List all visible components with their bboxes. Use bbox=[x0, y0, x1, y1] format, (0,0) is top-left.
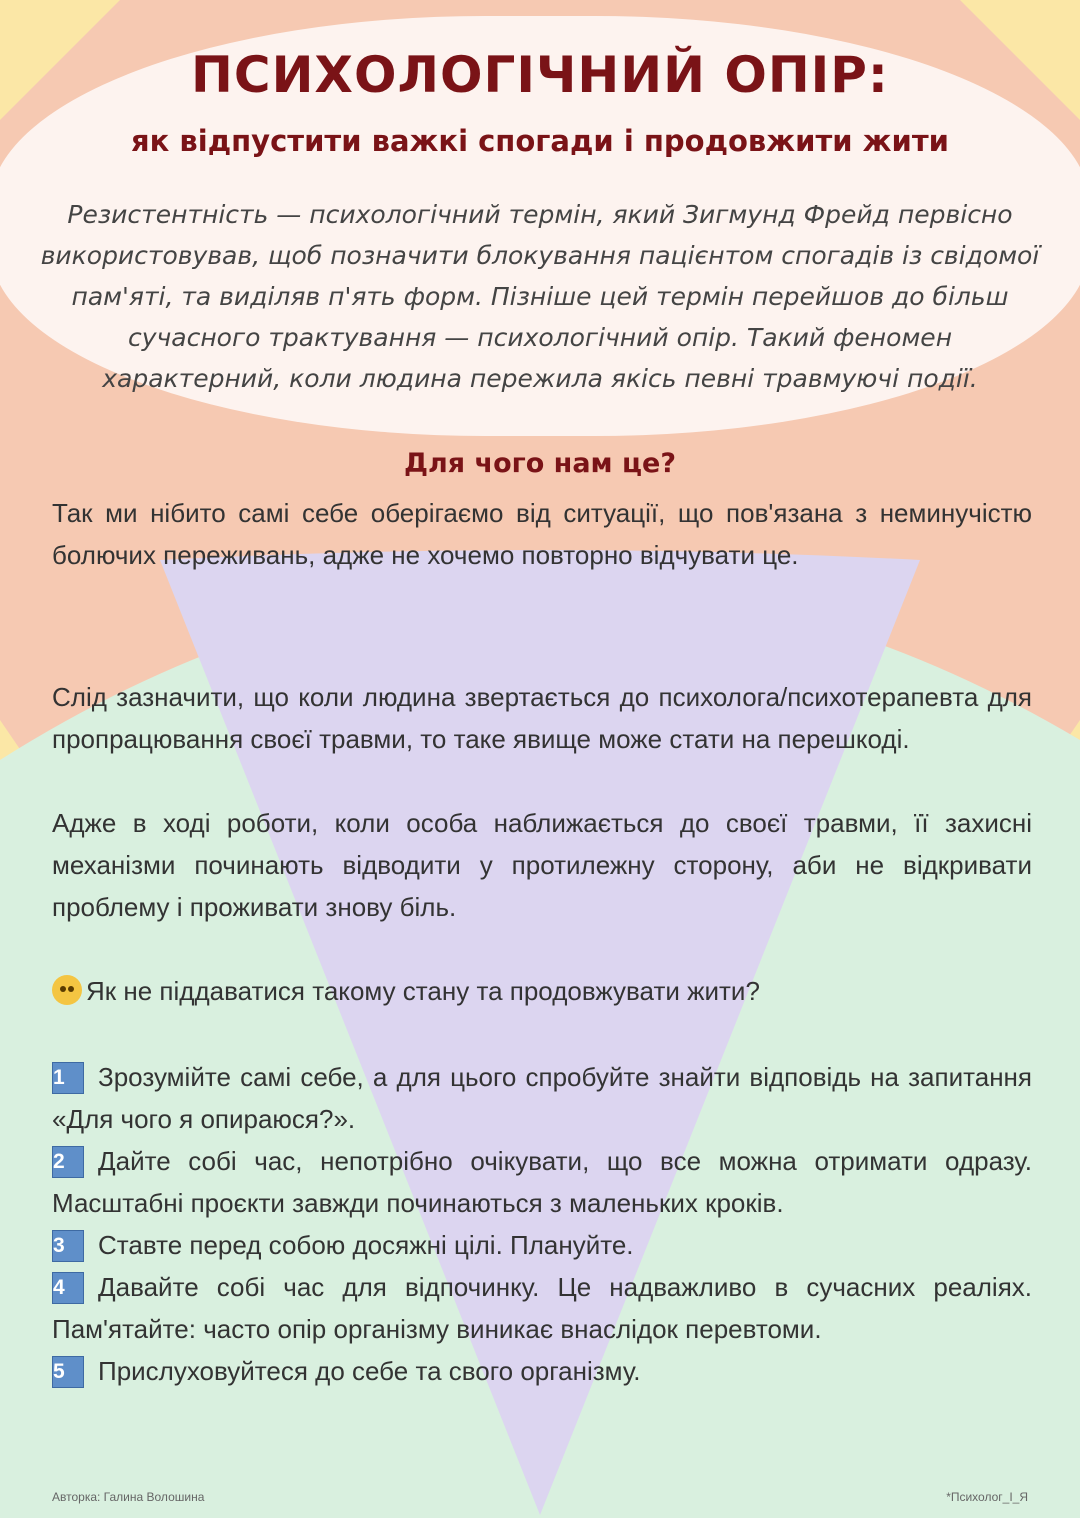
section-heading: Для чого нам це? bbox=[403, 448, 677, 479]
tips-list bbox=[52, 1056, 1032, 1392]
tip-item bbox=[52, 1224, 1032, 1266]
question-text: Як не піддаватися такому стану та продовжувати жити? bbox=[86, 976, 760, 1006]
tip-text: Зрозумійте самі себе, а для цього спробуйте знайти відповідь на запитання «Для чого я опираюся?». bbox=[52, 1062, 1032, 1134]
number-1-icon: 1 bbox=[52, 1062, 84, 1094]
number-3-icon: 3 bbox=[52, 1230, 84, 1262]
body-paragraph-2: Слід зазначити, що коли людина звертається до психолога/психотерапевта для пропрацювання своєї травми, то таке явище може стати на перешкоді. bbox=[52, 682, 1032, 754]
tip-text: Дайте собі час, непотрібно очікувати, що все можна отримати одразу. Масштабні проєкти завжди починаються з маленьких кроків. bbox=[52, 1146, 1032, 1218]
body-paragraph-3: Адже в ході роботи, коли особа наближається до своєї травми, її захисні механізми починають відводити у протилежну сторону, аби не відкривати проблему і проживати знову біль. bbox=[52, 808, 1032, 922]
tip-text: Ставте перед собою досяжні цілі. Плануйте. bbox=[98, 1230, 634, 1260]
author-credit: Авторка: Галина Волошина bbox=[52, 1490, 205, 1504]
pleading-face-icon bbox=[52, 975, 82, 1005]
number-4-icon: 4 bbox=[52, 1272, 84, 1304]
number-2-icon: 2 bbox=[52, 1146, 84, 1178]
tip-item bbox=[52, 1266, 1032, 1350]
question-line bbox=[52, 970, 1032, 1012]
tip-text: Давайте собі час для відпочинку. Це надважливо в сучасних реаліях. Пам'ятайте: часто опір організму виникає внаслідок перевтоми. bbox=[52, 1272, 1032, 1344]
source-credit: *Психолог_І_Я bbox=[946, 1490, 1028, 1504]
poster-subtitle: як відпустити важкі спогади і продовжити жити bbox=[131, 124, 949, 158]
number-5-icon: 5 bbox=[52, 1356, 84, 1388]
intro-paragraph: Резистентність — психологічний термін, який Зигмунд Фрейд первісно використовував, щоб позначити блокування пацієнтом спогадів із свідомої пам'яті, та виділяв п'ять форм. Пізніше цей термін перейшов до більш сучасного трактування — психологічний опір. Такий феномен характерний, коли людина пережила якісь певні травмуючі події. bbox=[40, 200, 1040, 393]
poster-title: ПСИХОЛОГІЧНИЙ ОПІР: bbox=[191, 46, 889, 104]
body-paragraph-1: Так ми нібито самі себе оберігаємо від ситуації, що пов'язана з неминучістю болючих переживань, адже не хочемо повторно відчувати це. bbox=[52, 498, 1032, 570]
tip-item bbox=[52, 1350, 1032, 1392]
tip-text: Прислуховуйтеся до себе та свого організму. bbox=[98, 1356, 641, 1386]
tip-item bbox=[52, 1056, 1032, 1140]
tip-item bbox=[52, 1140, 1032, 1224]
